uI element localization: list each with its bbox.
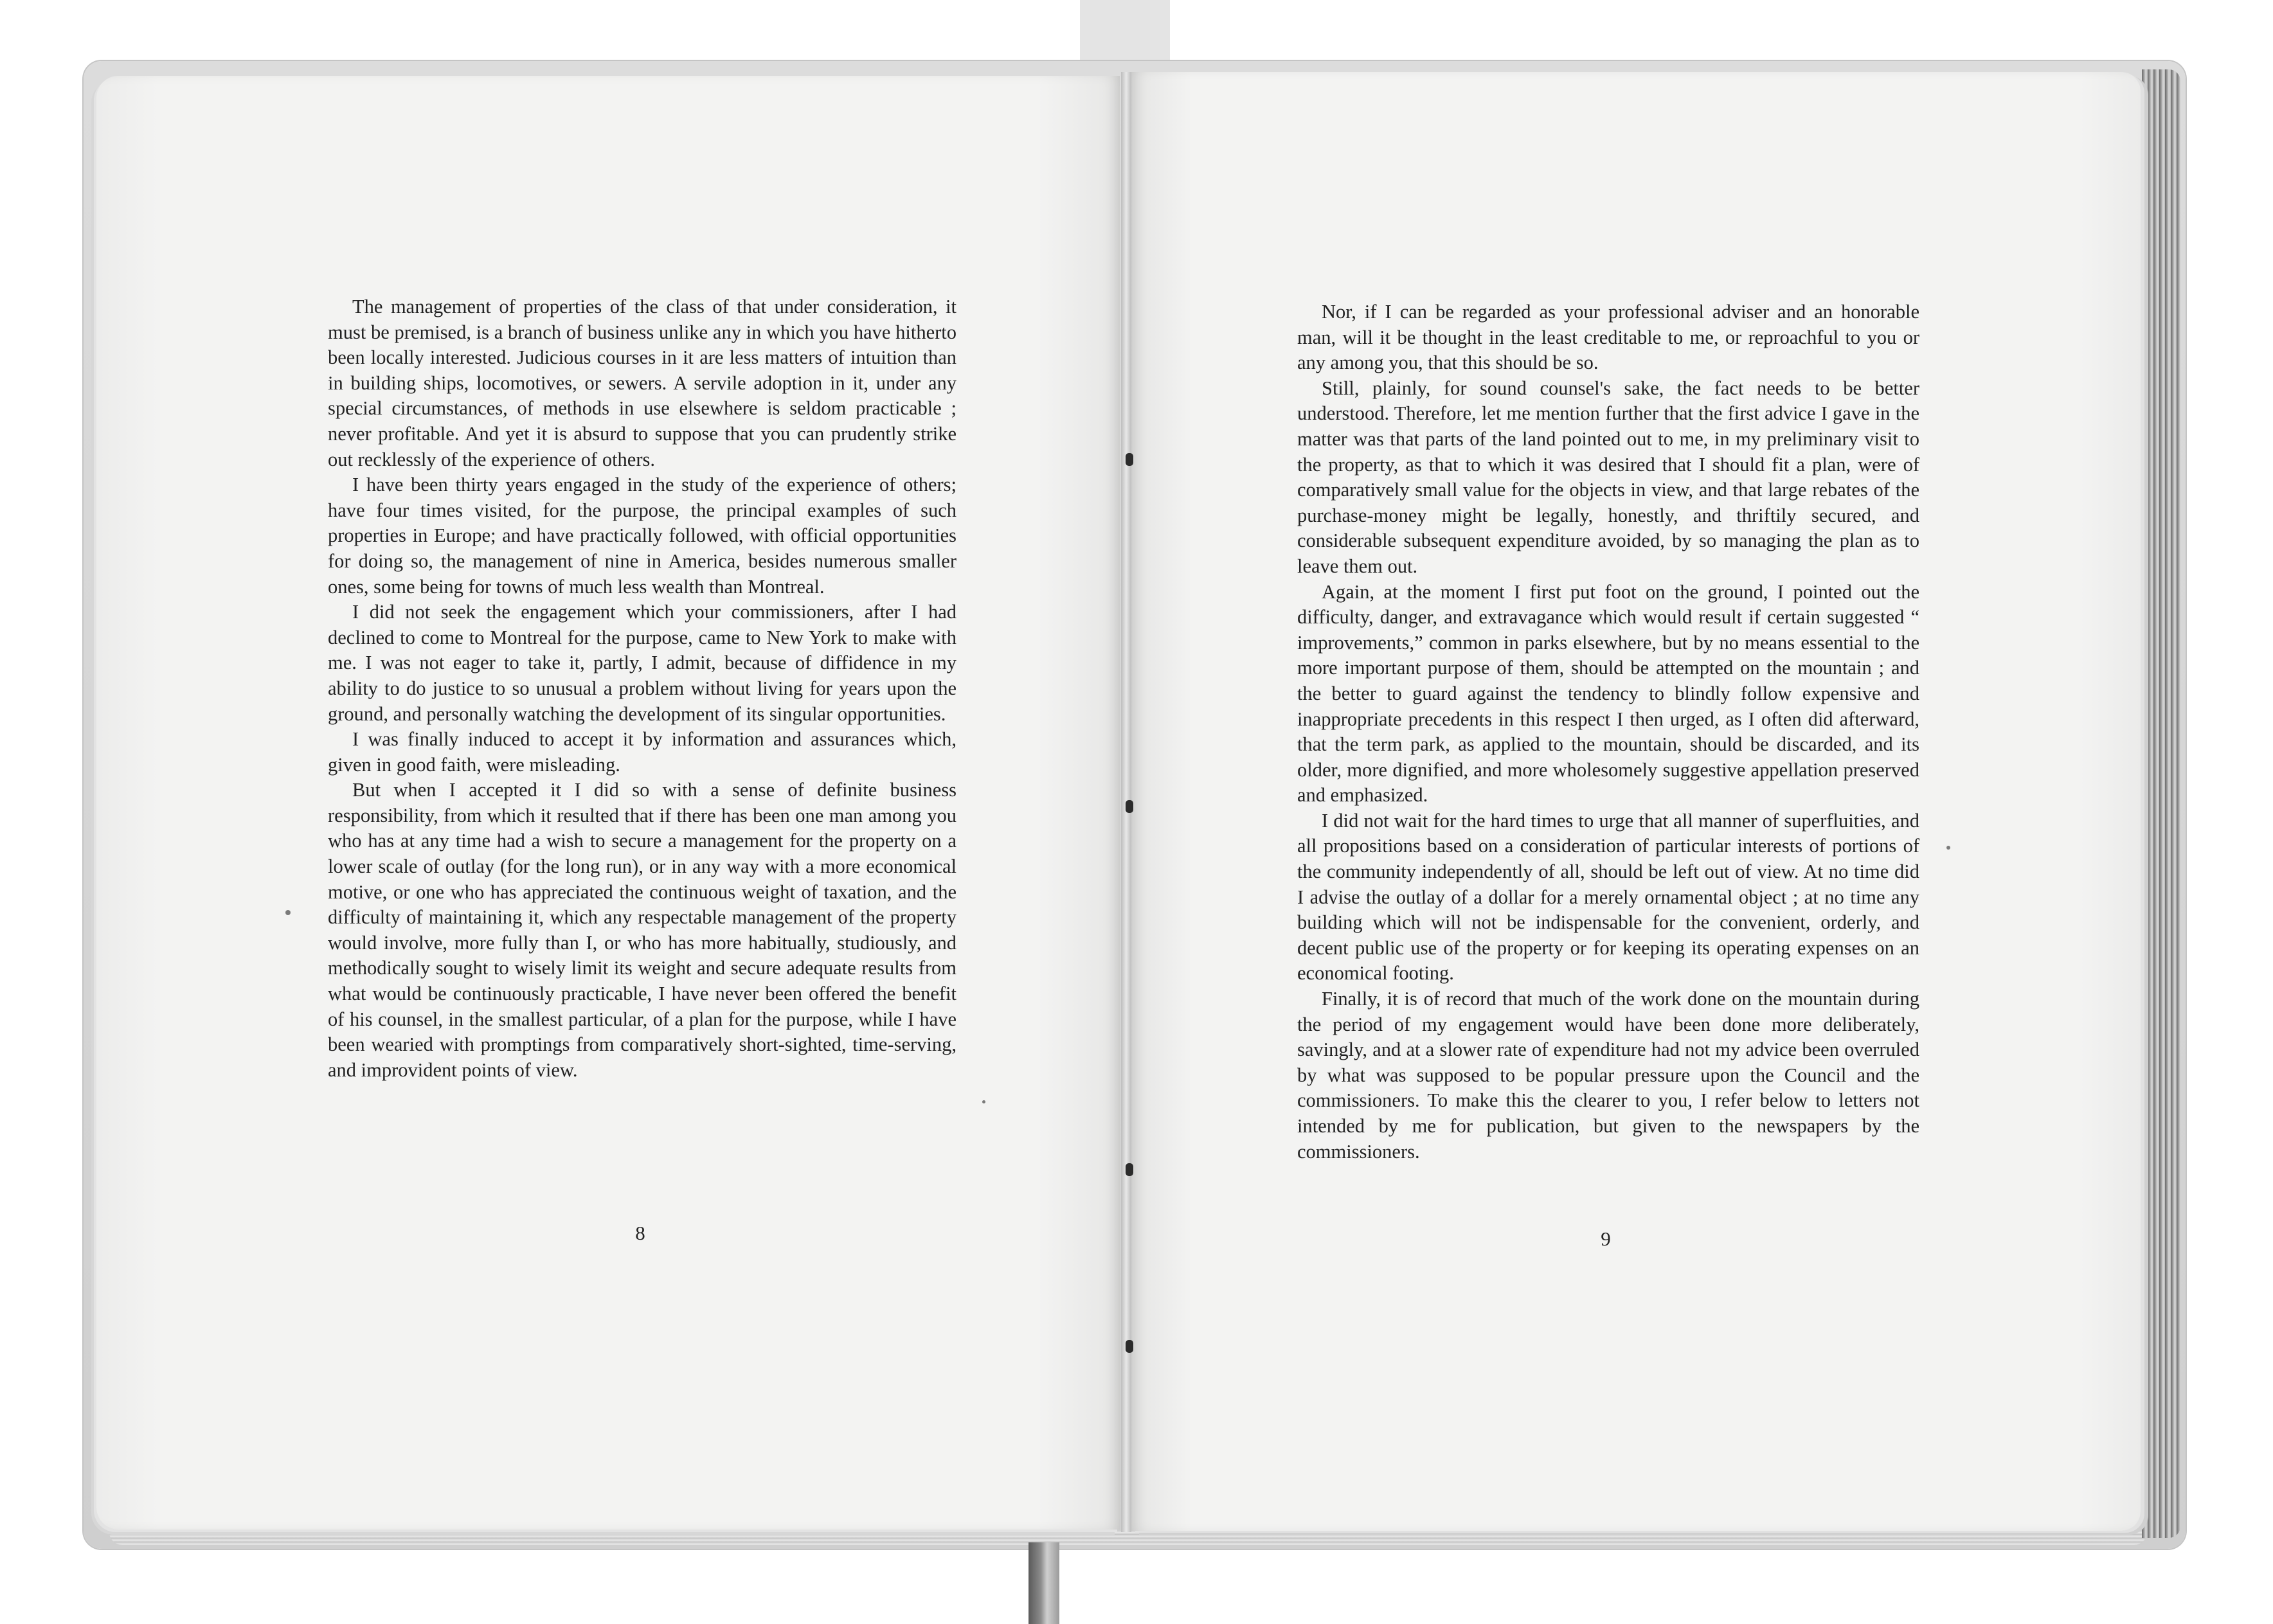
paragraph: I did not seek the engagement which your commissioners, after I had declined to come to Montreal for the purpose, came to New York to make with me. I was not eager to take it, partly, I admit, because of diffidence in my ability to do justice to so unusual a problem without living for years upon the ground, and personally watching the development of its singular opportunities. — [328, 601, 957, 725]
paragraph: The management of properties of the class of that under consideration, it must be premised, is a branch of business unlike any in which you have hitherto been locally interested. Judicious courses in it are less matters of intuition than in building ships, locomotives, or sewers. A servile adoption in it, under any special circumstances, of methods in use elsewhere is seldom practicable ; never profitable. And yet it is absurd to suppose that you can prudently strike out recklessly of the experience of others. — [328, 296, 957, 470]
page-number-left: 8 — [635, 1222, 645, 1244]
binding-stitch — [1126, 1340, 1133, 1353]
right-page-text — [1297, 299, 1919, 1164]
binding-stitch — [1126, 1163, 1133, 1176]
left-page-text — [328, 294, 957, 1083]
paragraph: Nor, if I can be regarded as your professional adviser and an honorable man, will it be thought in the least creditable to me, or reproachful to you or any among you, that this should be so. — [1297, 301, 1919, 374]
paragraph: Finally, it is of record that much of the work done on the mountain during the period of my engagement would have been done more deliberately, savingly, and at a slower rate of expenditure had not my advice been overruled by what was supposed to be popular pressure upon the Council and the commissioners. To make this the clearer to you, I refer below to letters not intended by me for publication, but given to the newspapers by the commissioners. — [1297, 988, 1919, 1163]
paper-speck — [285, 910, 291, 915]
background-strip — [1080, 0, 1170, 71]
page-edges-right — [2142, 69, 2180, 1538]
paragraph: I was finally induced to accept it by information and assurances which, given in good faith, were misleading. — [328, 728, 957, 776]
paragraph: Still, plainly, for sound counsel's sake, the fact needs to be better understood. Therefore, let me mention further that the first advice I gave in the matter was that parts of the land pointed out to me, in my preliminary visit to the property, as that to which it was desired that I should fit a plan, were of comparatively small value for the objects in view, and that large rebates of the purchase-money might be legally, honestly, and thriftily secured, and considerable subsequent expenditure avoided, by so managing the plan as to leave them out. — [1297, 377, 1919, 577]
page-edges-bottom — [109, 1531, 2147, 1545]
bookmark-ribbon — [1029, 1542, 1059, 1624]
page-number-right: 9 — [1601, 1227, 1611, 1250]
binding-stitch — [1126, 800, 1133, 813]
paragraph: I have been thirty years engaged in the study of the experience of others; have four times visited, for the purpose, the principal examples of such properties in Europe; and have practically followed, with official opportunities for doing so, the management of nine in America, besides numerous smaller ones, some being for towns of much less wealth than Montreal. — [328, 474, 957, 598]
paragraph: Again, at the moment I first put foot on the ground, I pointed out the difficulty, danger, and extravagance which would result if certain suggested “ improvements,” common in parks elsewhere, but by no means essential to the more important purpose of them, should be attempted on the mountain ; and the better to guard against the tendency to blindly follow expensive and inappropriate precedents in this respect I then urged, as I often did afterward, that the term park, as applied to the mountain, should be discarded, and its older, more dignified, and more wholesomely suggestive appellation preserved and emphasized. — [1297, 580, 1919, 807]
paper-speck — [982, 1100, 985, 1103]
binding-stitch — [1126, 453, 1133, 466]
paragraph: But when I accepted it I did so with a sense of definite business responsibility, from which it resulted that if there has been one man among you who has at any time had a wish to secure a management for the property on a lower scale of outlay (for the long run), or in any way with a more economical motive, or one who has appreciated the continuous weight of taxation, and the difficulty of maintaining it, which any respectable management of the property would involve, more fully than I, or who has more habitually, studiously, and methodically sought to wisely limit its weight and secure adequate results from what would be continuously practicable, I have never been offered the benefit of his counsel, in the smallest particular, of a plan for the purpose, while I have been wearied with promptings from comparatively short-sighted, time-serving, and improvident points of view. — [328, 779, 957, 1081]
paragraph: I did not wait for the hard times to urge that all manner of superfluities, and all propositions based on a consideration of particular interests of portions of the community independently of all, should be left out of view. At no time did I advise the outlay of a dollar for a merely ornamental object ; at no time any building which will not be indispensable for the convenient, orderly, and decent public use of the property or for keeping its operating expenses on an economical footing. — [1297, 809, 1919, 985]
paper-speck — [1946, 846, 1950, 850]
